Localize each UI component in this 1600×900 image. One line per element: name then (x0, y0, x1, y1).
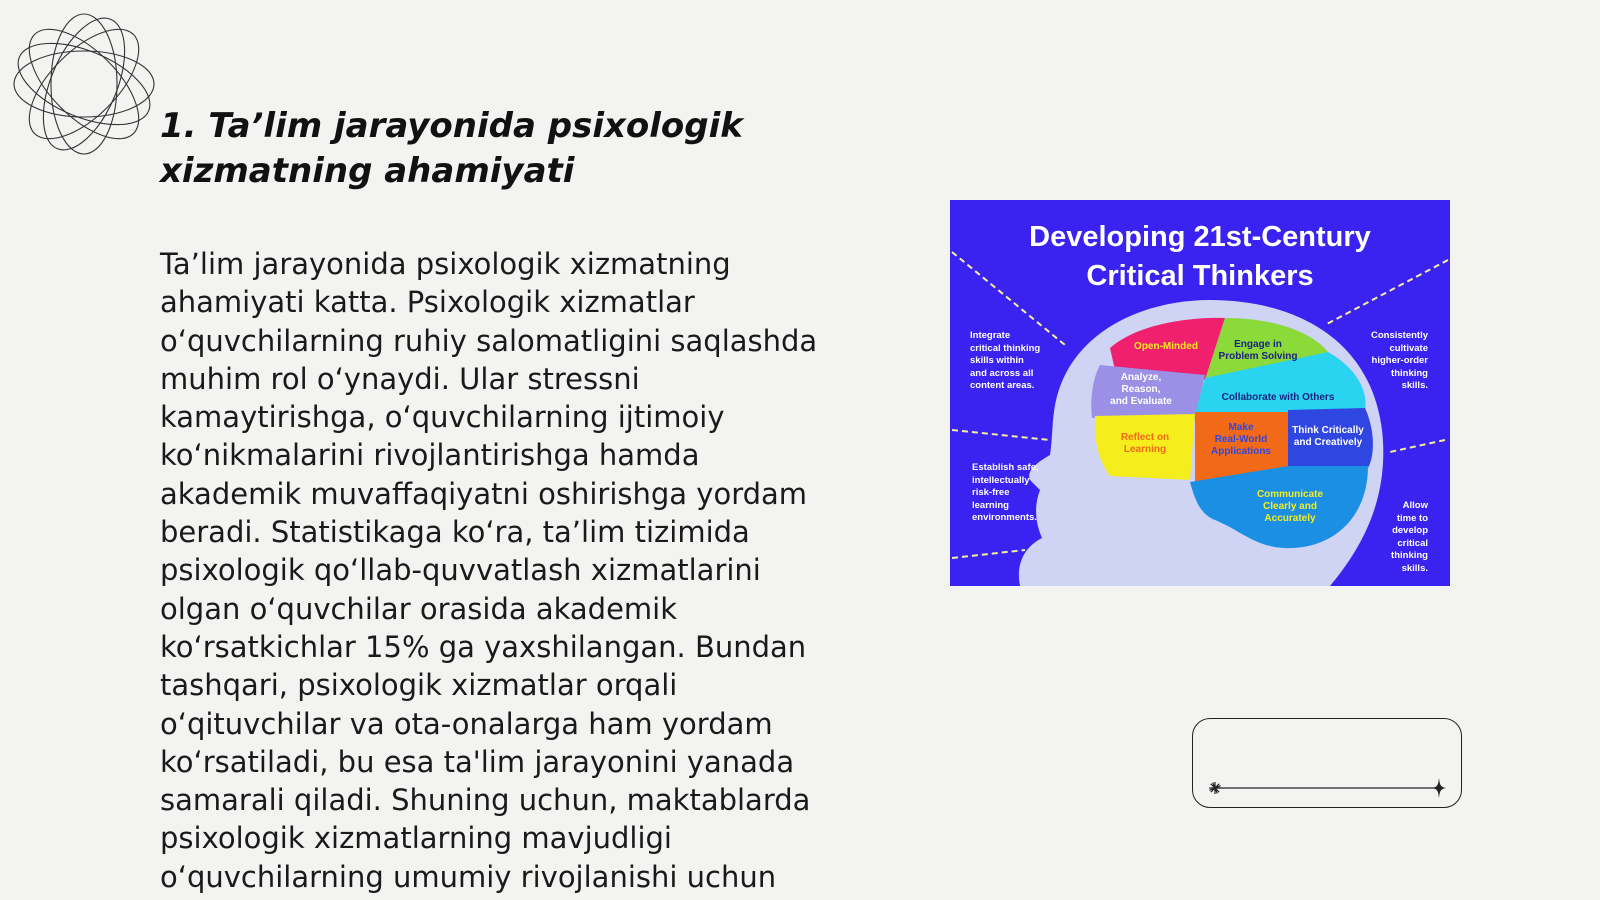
body-line: samarali qiladi. Shuning uchun, maktablarda (160, 783, 811, 818)
body-line: tashqari, psixologik xizmatlar orqali (160, 668, 678, 703)
label-reflect (1110, 432, 1180, 456)
segment-label-line: Collaborate with Others (1221, 392, 1335, 403)
label-collaborate (1208, 392, 1348, 404)
slide-body-text (160, 245, 850, 896)
body-line: ko‘rsatkichlar 15% ga yaxshilangan. Bundan (160, 629, 807, 664)
note-line: higher-order (1371, 355, 1428, 366)
note-line: thinking (1391, 367, 1428, 379)
decorative-line-box (1192, 718, 1462, 808)
note-line: thinking (1391, 550, 1428, 561)
segment-label-line: Problem Solving (1218, 351, 1298, 362)
note-bottom-left (972, 462, 1039, 525)
slide-title-line: 1. Ta’lim jarayonida psixologik (160, 106, 743, 146)
note-bottom-right (1391, 500, 1428, 575)
note-top-right (1371, 330, 1428, 393)
body-line: o‘quvchilarning ruhiy salomatligini saqlashda (160, 323, 818, 358)
label-real-world (1196, 422, 1286, 458)
infographic-title-line: Developing 21st-Century (1029, 221, 1371, 253)
note-line: Establish safe, (972, 462, 1039, 473)
note-line: Consistently (1370, 330, 1428, 341)
infographic-title-line: Critical Thinkers (1086, 260, 1314, 292)
segment-label-line: Think Critically (1292, 425, 1364, 436)
segment-label-line: Analyze, (1120, 372, 1162, 383)
body-line: kamaytirishga, o‘quvchilarning ijtimoiy (160, 400, 725, 435)
body-line: psixologik qo‘llab-quvvatlash xizmatlarini (160, 553, 761, 588)
segment-label-line: Applications (1210, 446, 1271, 457)
label-open-minded (1126, 341, 1206, 353)
note-line: environments. (972, 512, 1037, 523)
slide-title (160, 104, 860, 194)
label-communicate (1240, 489, 1340, 525)
note-line: cultivate (1389, 342, 1428, 354)
note-line: content areas. (970, 380, 1035, 391)
note-line: skills. (1401, 380, 1428, 391)
body-line: muhim rol o‘ynaydi. Ular stressni (160, 361, 640, 396)
note-line: intellectually (972, 474, 1030, 486)
segment-label-line: and Evaluate (1110, 396, 1172, 407)
body-line: o‘quvchilarning umumiy rivojlanishi uchun (160, 859, 777, 894)
label-engage (1208, 339, 1308, 363)
note-line: risk-free (972, 487, 1010, 498)
segment-label-line: Reason, (1121, 384, 1161, 395)
segment-label-line: Clearly and (1263, 501, 1317, 512)
note-line: skills within (970, 355, 1024, 366)
segment-label-line: Make (1228, 422, 1254, 433)
segment-label-line: Communicate (1256, 489, 1324, 500)
body-line: Ta’lim jarayonida psixologik xizmatning (160, 247, 731, 281)
note-line: critical thinking (970, 342, 1041, 354)
note-line: Allow (1402, 500, 1428, 511)
note-line: develop (1392, 525, 1428, 536)
label-analyze (1100, 372, 1182, 408)
note-line: skills. (1401, 562, 1428, 574)
note-line: and across all (970, 367, 1034, 379)
segment-label-line: Accurately (1264, 513, 1316, 524)
body-line: beradi. Statistikaga ko‘ra, ta’lim tizimida (160, 515, 750, 550)
note-top-left (970, 330, 1040, 393)
body-line: ko‘nikmalarini rivojlantirishga hamda (160, 438, 700, 473)
orbit-rings-decoration (10, 10, 158, 158)
label-think (1286, 425, 1370, 449)
note-line: Integrate (970, 330, 1011, 341)
body-line: psixologik xizmatlarning mavjudligi (160, 821, 672, 856)
body-line: olgan o‘quvchilar orasida akademik (160, 591, 678, 626)
body-line: ahamiyati katta. Psixologik xizmatlar (160, 285, 695, 320)
segment-label-line: Open-Minded (1134, 341, 1198, 352)
segment-label-line: Real-World (1214, 434, 1268, 445)
starburst-line-decoration (1193, 719, 1463, 809)
body-line: o‘qituvchilar va ota-onalarga ham yordam (160, 706, 773, 741)
segment-label-line: Learning (1123, 444, 1167, 455)
slide-title-line: xizmatning ahamiyati (160, 151, 575, 191)
body-line: akademik muvaffaqiyatni oshirishga yordam (160, 476, 808, 511)
segment-label-line: and Creatively (1293, 437, 1363, 448)
body-line: ko‘rsatiladi, bu esa ta'lim jarayonini yanada (160, 744, 795, 779)
note-line: critical (1397, 537, 1428, 549)
note-line: time to (1396, 512, 1428, 524)
critical-thinkers-infographic (950, 200, 1450, 586)
segment-label-line: Reflect on (1120, 432, 1170, 443)
segment-label-line: Engage in (1234, 339, 1282, 350)
note-line: learning (972, 499, 1009, 511)
